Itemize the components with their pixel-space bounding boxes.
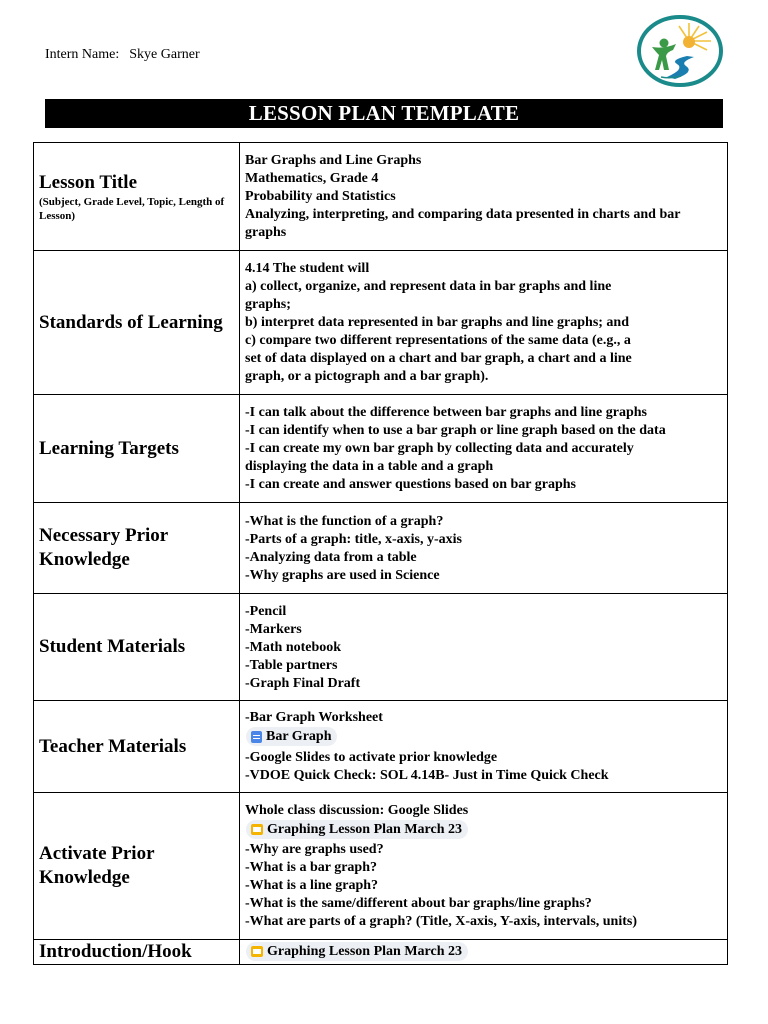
content-line: -Pencil [245, 603, 287, 619]
standards-content [240, 251, 728, 395]
content-line: -Parts of a graph: title, x-axis, y-axis [245, 531, 462, 547]
row-label-cell [34, 793, 240, 940]
lesson-plan-table [33, 142, 728, 965]
content-line: Bar Graphs and Line Graphs [245, 153, 422, 168]
content-line: -Bar Graph Worksheet [245, 710, 383, 726]
content-line: displaying the data in a table and a graph [245, 459, 494, 474]
content-line: -What is a line graph? [245, 878, 379, 893]
learning-targets-content [240, 395, 728, 503]
bar-graph-chip-line [245, 727, 722, 749]
content-line: graph, or a pictograph and a bar graph). [245, 369, 489, 384]
content-line: -I can identify when to use a bar graph or line graph based on the data [245, 423, 666, 438]
prior-knowledge-label: Necessary Prior Knowledge [39, 525, 168, 570]
row-label-cell [34, 251, 240, 395]
activate-prior-knowledge-label: Activate Prior Knowledge [39, 843, 155, 888]
content-line: a) collect, organize, and represent data in bar graphs and line [245, 279, 612, 294]
content-line: b) interpret data represented in bar graphs and line graphs; and [245, 315, 630, 330]
content-line: -I can create my own bar graph by collecting data and accurately [245, 441, 634, 456]
lesson-title-label: Lesson Title [39, 171, 138, 193]
content-line: -What is the same/different about bar graphs/line graphs? [245, 896, 592, 911]
content-line: -Analyzing data from a table [245, 549, 417, 565]
google-slides-icon [251, 824, 263, 835]
row-label-cell [34, 594, 240, 701]
content-line: Probability and Statistics [245, 189, 396, 204]
graphing-lesson-plan-chip[interactable] [246, 942, 468, 961]
content-line: Mathematics, Grade 4 [245, 171, 379, 186]
student-materials-label: Student Materials [39, 636, 186, 657]
row-teacher-materials [34, 701, 728, 793]
lesson-title-sublabel: (Subject, Grade Level, Topic, Length of Lesson) [39, 195, 225, 222]
standards-label: Standards of Learning [39, 311, 223, 333]
content-line: -Why graphs are used in Science [245, 567, 440, 583]
lesson-title-content [240, 143, 728, 251]
organization-logo [637, 15, 723, 87]
row-standards [34, 251, 728, 395]
content-line: -Math notebook [245, 639, 342, 655]
row-activate-prior-knowledge [34, 793, 728, 940]
content-line: -Why are graphs used? [245, 842, 384, 857]
content-line: -I can talk about the difference between bar graphs and line graphs [245, 405, 648, 420]
content-line: -VDOE Quick Check: SOL 4.14B- Just in Time Quick Check [245, 767, 609, 783]
content-line: c) compare two different representations of the same data (e.g., a [245, 333, 631, 348]
content-line: -I can create and answer questions based on bar graphs [245, 477, 576, 492]
content-line: -Google Slides to activate prior knowledge [245, 749, 498, 765]
content-line: -Table partners [245, 657, 338, 673]
content-line: graphs; [245, 297, 291, 312]
intern-name-value: Skye Garner [129, 47, 200, 62]
prior-knowledge-content [240, 503, 728, 594]
graphing-lesson-plan-chip[interactable] [246, 820, 468, 839]
google-docs-icon [251, 731, 262, 743]
slides-chip-line [245, 820, 722, 841]
teacher-materials-label: Teacher Materials [39, 735, 187, 757]
lesson-plan-banner: LESSON PLAN TEMPLATE [45, 99, 723, 128]
chip-label: Graphing Lesson Plan March 23 [267, 944, 462, 959]
row-prior-knowledge [34, 503, 728, 594]
row-label-cell [34, 143, 240, 251]
student-materials-content [240, 594, 728, 701]
row-label-cell [34, 503, 240, 594]
intern-name-label: Intern Name: [45, 47, 120, 62]
learning-targets-label: Learning Targets [39, 437, 179, 459]
introduction-hook-content [240, 940, 728, 965]
content-line: set of data displayed on a chart and bar graph, a chart and a line [245, 351, 632, 366]
content-line: -What is the function of a graph? [245, 513, 444, 529]
row-label-cell [34, 701, 240, 793]
content-line: -Markers [245, 621, 302, 637]
content-line: Analyzing, interpreting, and comparing data presented in charts and bar graphs [245, 207, 681, 240]
row-student-materials [34, 594, 728, 701]
introduction-hook-label: Introduction/Hook [39, 941, 192, 962]
content-line: 4.14 The student will [245, 261, 370, 276]
row-label-cell [34, 940, 240, 965]
row-label-cell [34, 395, 240, 503]
content-line: -What are parts of a graph? (Title, X-axis, Y-axis, intervals, units) [245, 914, 637, 929]
google-slides-icon [251, 946, 263, 957]
activate-prior-knowledge-content [240, 793, 728, 940]
bar-graph-doc-chip[interactable] [246, 727, 337, 746]
content-line: -Graph Final Draft [245, 675, 361, 691]
content-line: -What is a bar graph? [245, 860, 377, 875]
row-learning-targets [34, 395, 728, 503]
content-line: Whole class discussion: Google Slides [245, 803, 469, 818]
row-lesson-title [34, 143, 728, 251]
intern-name-line [45, 47, 200, 63]
chip-label: Graphing Lesson Plan March 23 [267, 822, 462, 837]
teacher-materials-content [240, 701, 728, 793]
chip-label: Bar Graph [266, 729, 332, 745]
row-introduction-hook [34, 940, 728, 965]
